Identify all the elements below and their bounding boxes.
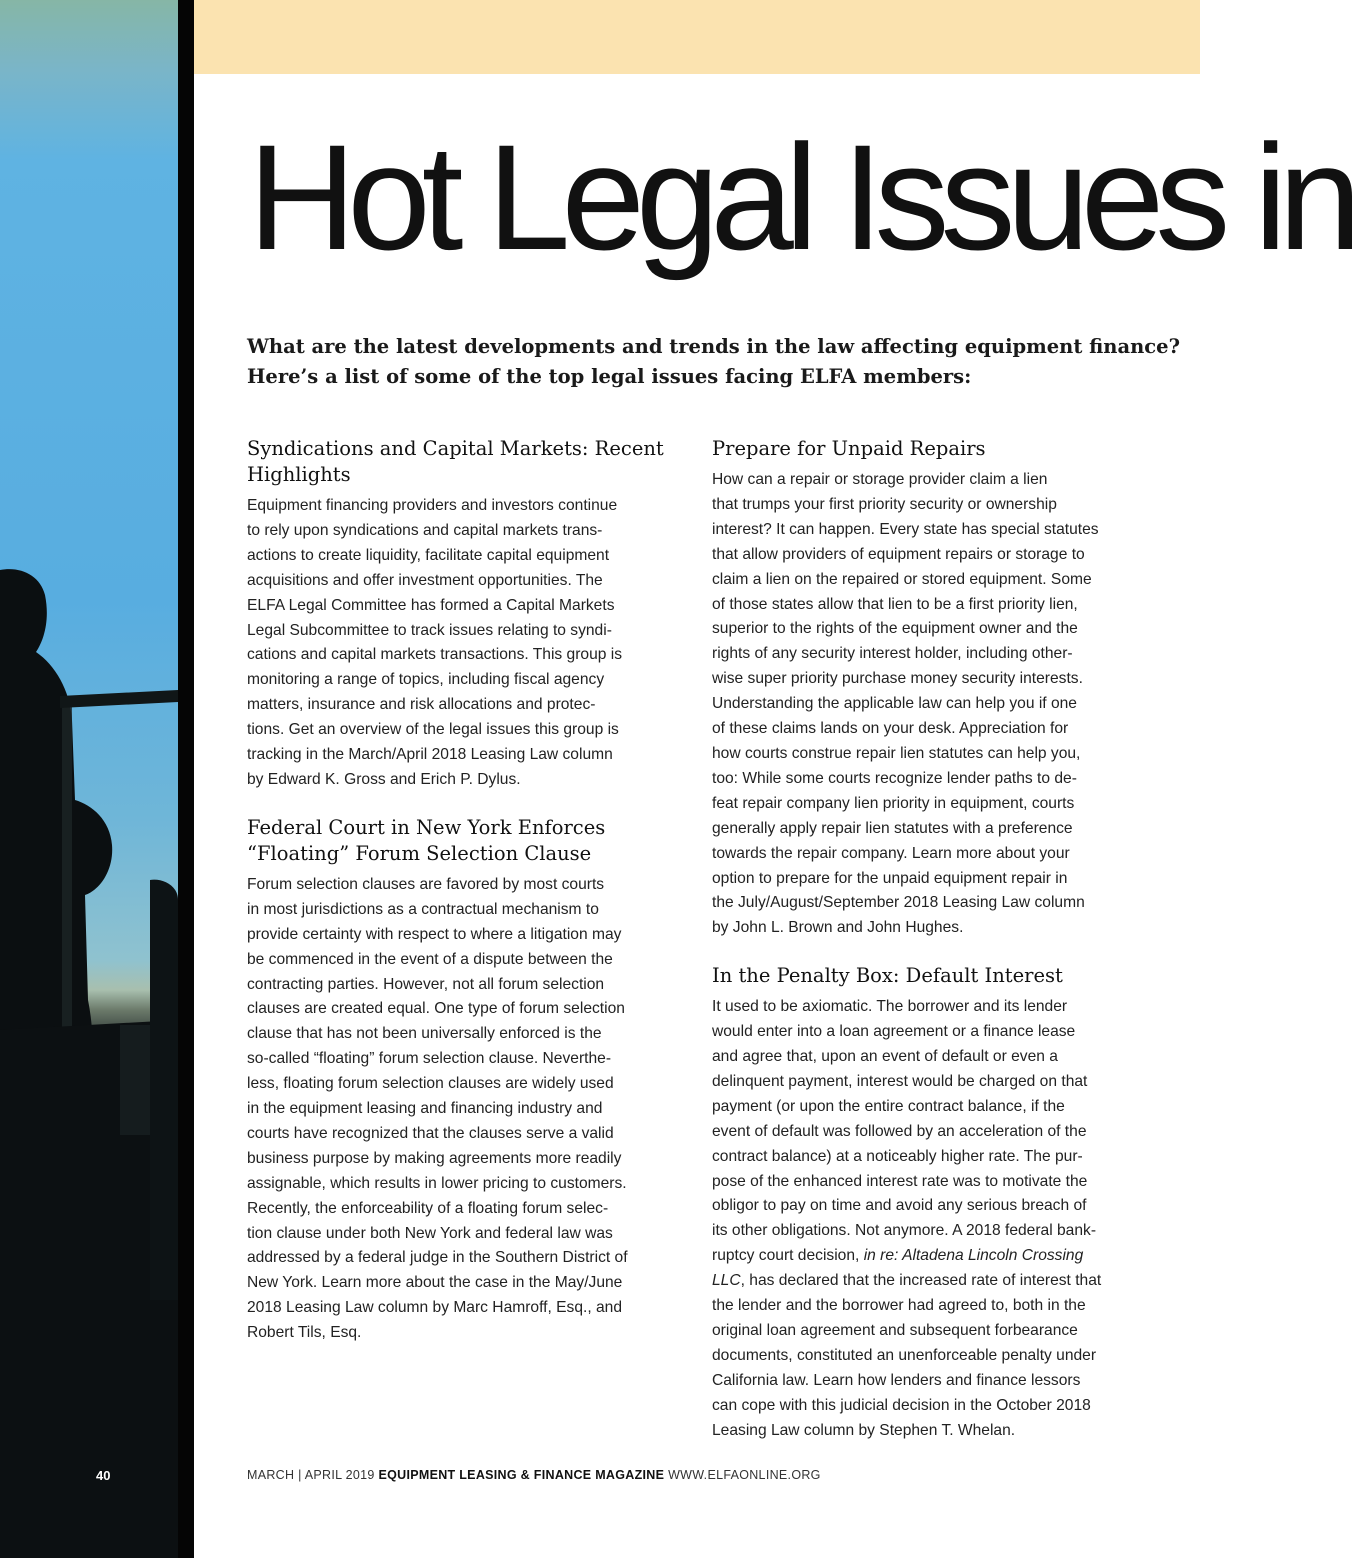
section-syndications	[247, 436, 677, 793]
body-line: feat repair company lien priority in equipment, courts	[712, 794, 1075, 812]
silhouette-figure	[0, 0, 178, 1558]
body-line: provide certainty with respect to where a litigation may	[247, 925, 622, 943]
intro-paragraph	[247, 332, 1181, 392]
body-line: in most jurisdictions as a contractual mechanism to	[247, 900, 599, 918]
section-title-line: Highlights	[247, 463, 351, 486]
section-title-line: “Floating” Forum Selection Clause	[247, 841, 592, 865]
body-line: contract balance) at a noticeably higher rate. The pur-	[712, 1147, 1083, 1165]
section-title-line: Federal Court in New York Enforces	[247, 815, 606, 839]
body-line: Recently, the enforceability of a floating forum selec-	[247, 1199, 609, 1217]
body-text: ruptcy court decision,	[712, 1247, 864, 1265]
body-line: claim a lien on the repaired or stored equipment. Some	[712, 570, 1092, 588]
body-line: business purpose by making agreements more readily	[247, 1149, 622, 1167]
body-line: wise super priority purchase money security interests.	[712, 670, 1083, 688]
body-line: addressed by a federal judge in the Southern District of	[247, 1249, 628, 1267]
body-line: tracking in the March/April 2018 Leasing Law column	[247, 746, 613, 764]
body-line: tion clause under both New York and federal law was	[247, 1224, 613, 1242]
body-line: ELFA Legal Committee has formed a Capital Markets	[247, 596, 615, 614]
section-title	[712, 963, 1142, 989]
body-line: would enter into a loan agreement or a finance lease	[712, 1023, 1076, 1041]
body-line: its other obligations. Not anymore. A 2018 federal bank-	[712, 1222, 1097, 1240]
body-line: Understanding the applicable law can help you if one	[712, 695, 1077, 713]
section-body	[712, 995, 1142, 1443]
body-line: and agree that, upon an event of default or even a	[712, 1048, 1058, 1066]
section-body	[712, 468, 1142, 941]
section-title-line: In the Penalty Box: Default Interest	[712, 964, 1063, 988]
footer-magazine: EQUIPMENT LEASING & FINANCE MAGAZINE	[378, 1468, 665, 1482]
body-line: that allow providers of equipment repairs or storage to	[712, 545, 1085, 563]
body-line: tions. Get an overview of the legal issues this group is	[247, 721, 619, 739]
footer-issue: MARCH | APRIL 2019	[247, 1468, 375, 1482]
case-name-italic: in re: Altadena Lincoln Crossing	[863, 1247, 1084, 1265]
body-line: Equipment financing providers and investors continue	[247, 497, 618, 514]
body-line: courts have recognized that the clauses serve a valid	[247, 1124, 614, 1142]
body-text: , has declared that the increased rate of interest that	[740, 1272, 1102, 1290]
section-default-interest	[712, 963, 1142, 1443]
body-line: superior to the rights of the equipment owner and the	[712, 620, 1078, 638]
body-line: pose of the enhanced interest rate was to motivate the	[712, 1172, 1088, 1190]
body-line: delinquent payment, interest would be charged on that	[712, 1072, 1088, 1090]
body-line: payment (or upon the entire contract balance, if the	[712, 1097, 1065, 1115]
section-title-line: Prepare for Unpaid Repairs	[712, 437, 986, 460]
body-line: generally apply repair lien statutes with a preference	[712, 819, 1073, 837]
left-column	[247, 436, 677, 1346]
body-line: rights of any security interest holder, including other-	[712, 645, 1073, 663]
body-line: the lender and the borrower had agreed to, both in the	[712, 1297, 1086, 1315]
body-line: Forum selection clauses are favored by most courts	[247, 875, 605, 893]
section-title	[247, 815, 677, 867]
section-body	[247, 494, 677, 793]
page-number: 40	[96, 1468, 111, 1483]
body-line: event of default was followed by an acceleration of the	[712, 1122, 1087, 1140]
body-line: California law. Learn how lenders and finance lessors	[712, 1371, 1081, 1389]
section-body	[247, 873, 677, 1346]
body-line: It used to be axiomatic. The borrower and its lender	[712, 998, 1068, 1016]
body-line: 2018 Leasing Law column by Marc Hamroff, Esq., and	[247, 1299, 623, 1317]
right-column	[712, 436, 1142, 1444]
body-line: in the equipment leasing and financing industry and	[247, 1100, 603, 1118]
body-line: original loan agreement and subsequent forbearance	[712, 1322, 1078, 1339]
top-color-band	[194, 0, 1200, 74]
body-line: assignable, which results in lower pricing to customers.	[247, 1174, 627, 1192]
body-line: to rely upon syndications and capital markets trans-	[247, 521, 603, 539]
section-title-line: Syndications and Capital Markets: Recent	[247, 437, 664, 460]
body-line: clauses are created equal. One type of forum selection	[247, 1000, 625, 1018]
footer-website: WWW.ELFAONLINE.ORG	[668, 1468, 821, 1482]
body-line: obligor to pay on time and avoid any serious breach of	[712, 1197, 1087, 1215]
body-line: towards the repair company. Learn more about your	[712, 844, 1070, 862]
body-line: the July/August/September 2018 Leasing Law column	[712, 894, 1085, 912]
body-line: too: While some courts recognize lender paths to de-	[712, 769, 1077, 787]
body-line: clause that has not been universally enforced is the	[247, 1025, 602, 1043]
section-title	[247, 436, 677, 488]
body-line: that trumps your first priority security or ownership	[712, 495, 1057, 513]
body-line: actions to create liquidity, facilitate capital equipment	[247, 546, 610, 564]
footer	[247, 1468, 821, 1482]
body-line: how courts construe repair lien statutes can help you,	[712, 744, 1081, 762]
body-line	[712, 1269, 1142, 1294]
black-divider-band	[178, 0, 194, 1558]
body-line: monitoring a range of topics, including fiscal agency	[247, 671, 605, 689]
body-line: of these claims lands on your desk. Appreciation for	[712, 720, 1069, 738]
body-line	[712, 1244, 1142, 1269]
section-unpaid-repairs	[712, 436, 1142, 941]
page-title: Hot Legal Issues in	[248, 113, 1353, 281]
body-line: acquisitions and offer investment opportunities. The	[247, 571, 603, 589]
body-line: Leasing Law column by Stephen T. Whelan.	[712, 1421, 1016, 1439]
intro-line: Here’s a list of some of the top legal issues facing ELFA members:	[247, 365, 972, 388]
section-forum-selection	[247, 815, 677, 1346]
body-line: by Edward K. Gross and Erich P. Dylus.	[247, 770, 521, 788]
body-line: New York. Learn more about the case in the May/June	[247, 1274, 623, 1292]
case-name-italic: LLC	[712, 1272, 741, 1290]
body-line: can cope with this judicial decision in the October 2018	[712, 1396, 1091, 1414]
body-line: less, floating forum selection clauses are widely used	[247, 1075, 614, 1093]
body-line: How can a repair or storage provider claim a lien	[712, 471, 1048, 488]
body-line: of those states allow that lien to be a first priority lien,	[712, 595, 1078, 613]
body-line: by John L. Brown and John Hughes.	[712, 919, 964, 937]
body-line: option to prepare for the unpaid equipment repair in	[712, 869, 1068, 887]
body-line: Robert Tils, Esq.	[247, 1324, 362, 1342]
section-title	[712, 436, 1142, 462]
body-line: Legal Subcommittee to track issues relating to syndi-	[247, 621, 612, 639]
body-line: contracting parties. However, not all forum selection	[247, 975, 605, 993]
body-line: interest? It can happen. Every state has special statutes	[712, 520, 1099, 538]
body-line: documents, constituted an unenforceable penalty under	[712, 1346, 1097, 1364]
body-line: matters, insurance and risk allocations and protec-	[247, 696, 596, 714]
cover-photo	[0, 0, 178, 1558]
intro-line: What are the latest developments and trends in the law affecting equipment finance?	[247, 335, 1181, 358]
body-line: be commenced in the event of a dispute between the	[247, 950, 613, 968]
body-line: so-called “floating” forum selection clause. Neverthe-	[247, 1050, 612, 1068]
body-line: cations and capital markets transactions. This group is	[247, 646, 623, 664]
